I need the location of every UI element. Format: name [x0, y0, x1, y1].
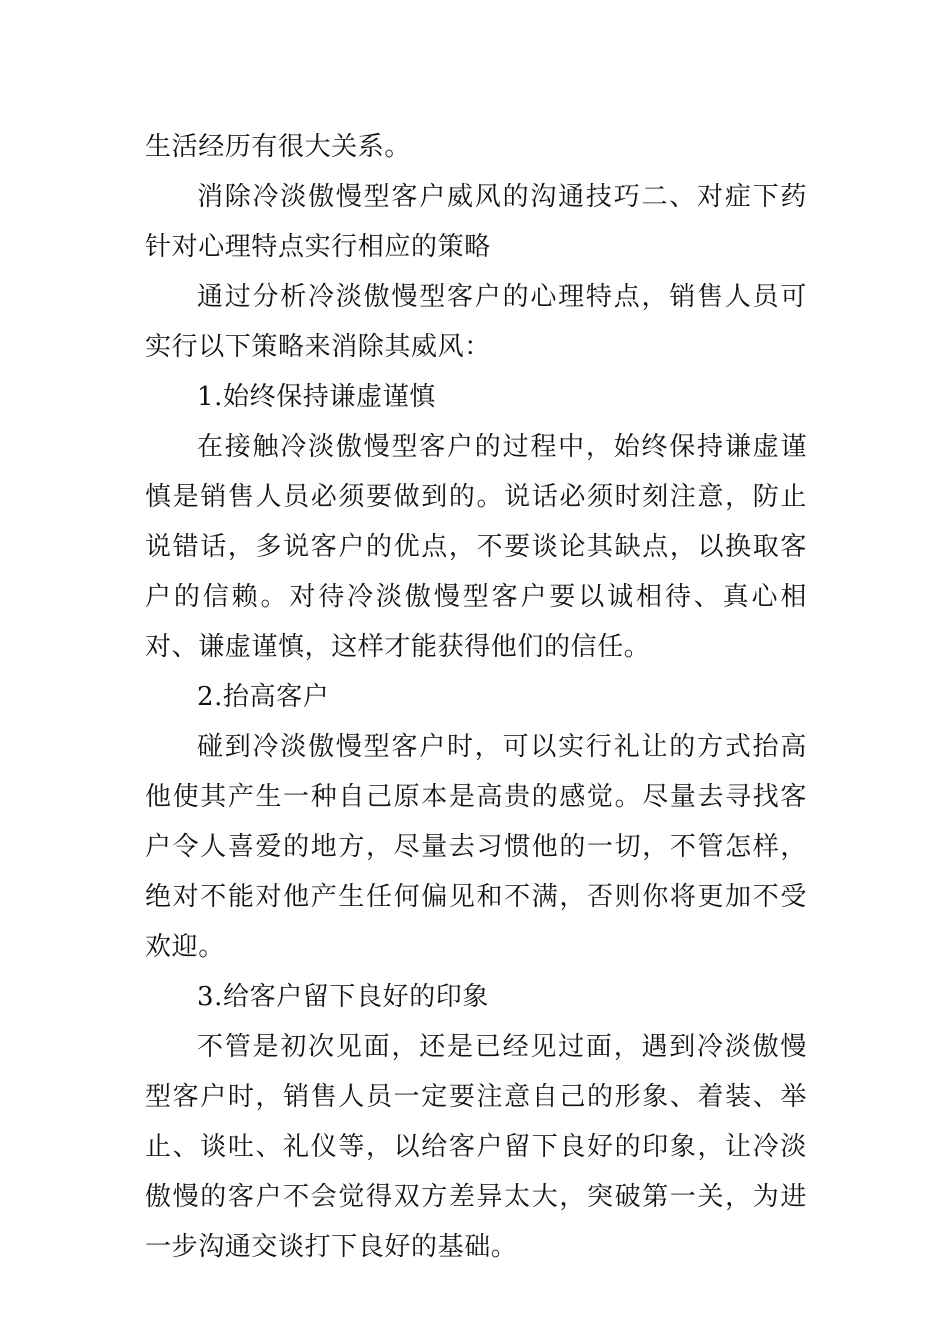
paragraph-1: 在接触冷淡傲慢型客户的过程中，始终保持谦虚谨慎是销售人员必须要做到的。说话必须时刻注意，防止说错话，多说客户的优点，不要谈论其缺点，以换取客户的信赖。对待冷淡傲慢型客户要以诚相待、真心相对、谦虚谨慎，这样才能获得他们的信任。: [145, 432, 807, 662]
paragraph-continuation: 生活经历有很大关系。: [145, 132, 412, 162]
document-page: [145, 122, 807, 1272]
heading-3: 3.给客户留下良好的印象: [197, 982, 490, 1012]
paragraph-tip-two: 消除冷淡傲慢型客户威风的沟通技巧二、对症下药针对心理特点实行相应的策略: [145, 182, 807, 262]
heading-1: 1.始终保持谦虚谨慎: [197, 382, 436, 412]
paragraph-3: 不管是初次见面，还是已经见过面，遇到冷淡傲慢型客户时，销售人员一定要注意自己的形象、着装、举止、谈吐、礼仪等，以给客户留下良好的印象，让冷淡傲慢的客户不会觉得双方差异太大，突破第一关，为进一步沟通交谈打下良好的基础。: [145, 1032, 807, 1262]
paragraph-2: 碰到冷淡傲慢型客户时，可以实行礼让的方式抬高他使其产生一种自己原本是高贵的感觉。尽量去寻找客户令人喜爱的地方，尽量去习惯他的一切，不管怎样，绝对不能对他产生任何偏见和不满，否则你将更加不受欢迎。: [145, 732, 807, 962]
paragraph-strategy-intro: 通过分析冷淡傲慢型客户的心理特点，销售人员可实行以下策略来消除其威风：: [145, 282, 807, 362]
heading-2: 2.抬高客户: [197, 682, 330, 712]
